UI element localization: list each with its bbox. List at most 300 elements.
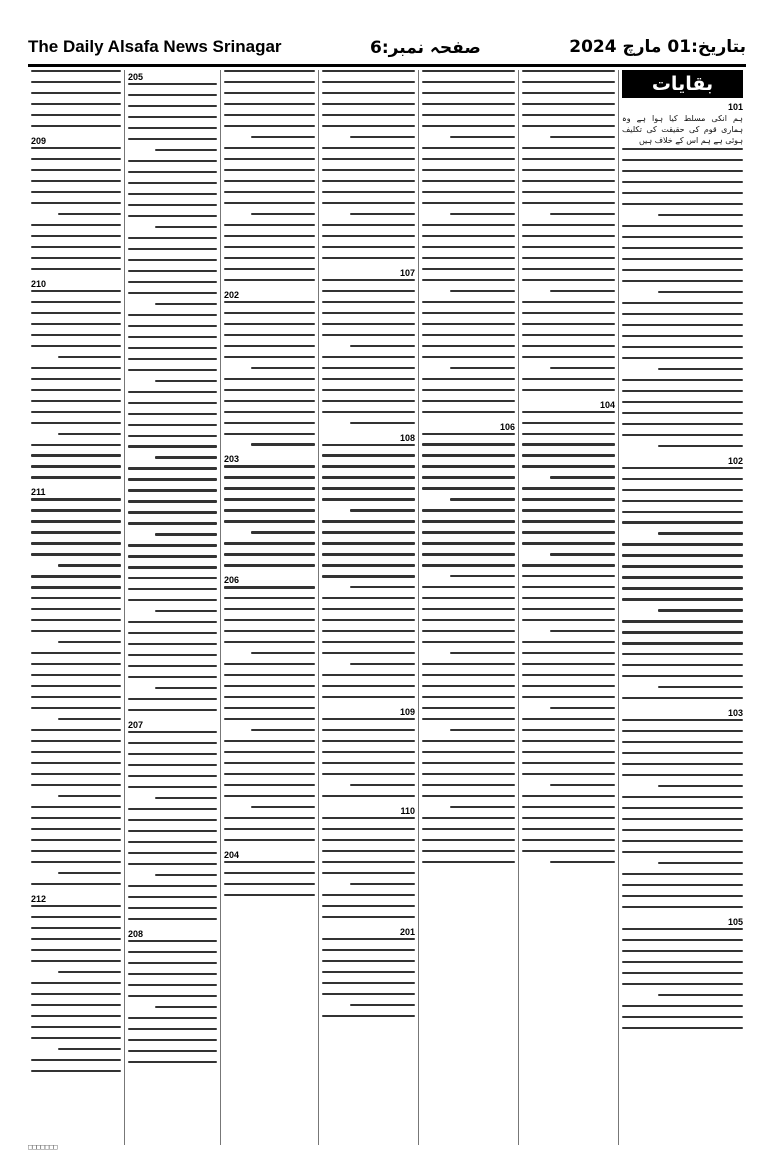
- text-line: [322, 114, 415, 116]
- text-line: [522, 806, 615, 808]
- text-line: [128, 270, 217, 272]
- text-line: [128, 413, 217, 415]
- article-number: 211: [31, 487, 46, 498]
- text-line: [31, 586, 121, 588]
- text-line: [422, 762, 515, 764]
- text-line: [224, 345, 315, 347]
- text-line: [31, 301, 121, 303]
- text-line: [658, 291, 743, 293]
- text-line: [31, 246, 121, 248]
- text-block: [522, 411, 615, 864]
- text-line: [224, 389, 315, 391]
- text-line: [224, 839, 315, 841]
- text-line: [128, 852, 217, 854]
- text-line: [31, 367, 121, 369]
- text-line: [322, 652, 415, 654]
- text-line: [522, 685, 615, 687]
- article-number: 210: [31, 278, 47, 289]
- text-block: [128, 940, 217, 1063]
- text-block: [224, 70, 315, 281]
- text-line: [224, 476, 315, 478]
- text-line: [550, 136, 615, 138]
- text-line: [128, 896, 217, 898]
- text-line: [31, 400, 121, 402]
- text-line: [422, 828, 515, 830]
- text-line: [622, 675, 743, 677]
- text-line: [622, 225, 743, 227]
- text-line: [155, 149, 217, 151]
- text-line: [422, 586, 515, 588]
- text-line: [251, 213, 315, 215]
- text-line: [251, 729, 315, 731]
- text-line: [322, 553, 415, 555]
- text-line: [31, 619, 121, 621]
- text-line: [622, 983, 743, 985]
- text-line: [224, 257, 315, 259]
- text-line: [322, 762, 415, 764]
- text-line: [522, 663, 615, 665]
- text-line: [322, 465, 415, 467]
- text-line: [422, 70, 515, 72]
- text-line: [31, 202, 121, 204]
- text-line: [128, 325, 217, 327]
- text-line: [622, 379, 743, 381]
- text-line: [322, 597, 415, 599]
- text-line: [322, 751, 415, 753]
- text-line: [522, 378, 615, 380]
- text-line: [422, 718, 515, 720]
- text-line: [422, 784, 515, 786]
- article-number: 205: [128, 72, 144, 82]
- text-line: [224, 608, 315, 610]
- text-line: [522, 114, 615, 116]
- text-block: [622, 467, 743, 700]
- text-line: [522, 773, 615, 775]
- text-line: [422, 191, 515, 193]
- text-line: [224, 279, 315, 281]
- text-line: [522, 235, 615, 237]
- text-line: [350, 422, 415, 424]
- text-line: [224, 894, 315, 896]
- text-line: [31, 531, 121, 533]
- text-line: [658, 994, 743, 996]
- text-line: [128, 907, 217, 909]
- text-line: [622, 247, 743, 249]
- text-line: [350, 663, 415, 665]
- text-line: [322, 444, 415, 446]
- text-line: [31, 312, 121, 314]
- text-block: [128, 731, 217, 920]
- text-line: [31, 158, 121, 160]
- text-line: [128, 193, 217, 195]
- text-block: [622, 928, 743, 1029]
- text-block: [322, 70, 415, 259]
- text-line: [422, 509, 515, 511]
- text-line: [224, 323, 315, 325]
- text-line: [522, 817, 615, 819]
- text-line: [322, 279, 415, 281]
- text-line: [251, 136, 315, 138]
- text-line: [322, 235, 415, 237]
- text-line: [350, 509, 415, 511]
- text-line: [224, 498, 315, 500]
- text-line: [251, 531, 315, 533]
- text-line: [622, 840, 743, 842]
- text-line: [31, 685, 121, 687]
- text-line: [522, 762, 615, 764]
- column-2: [518, 70, 618, 1145]
- text-line: [58, 872, 121, 874]
- text-line: [322, 729, 415, 731]
- text-line: [224, 751, 315, 753]
- text-line: [550, 784, 615, 786]
- text-line: [622, 236, 743, 238]
- text-line: [622, 829, 743, 831]
- text-line: [224, 773, 315, 775]
- text-line: [522, 718, 615, 720]
- text-line: [622, 280, 743, 282]
- text-line: [622, 928, 743, 930]
- text-line: [31, 960, 121, 962]
- text-line: [322, 608, 415, 610]
- text-line: [622, 390, 743, 392]
- text-line: [322, 356, 415, 358]
- text-block: [322, 444, 415, 699]
- text-line: [251, 367, 315, 369]
- text-line: [622, 631, 743, 633]
- text-line: [128, 753, 217, 755]
- text-line: [422, 147, 515, 149]
- text-block: [322, 718, 415, 797]
- text-line: [322, 81, 415, 83]
- text-line: [422, 740, 515, 742]
- text-line: [224, 465, 315, 467]
- text-block: [224, 301, 315, 446]
- text-line: [422, 356, 515, 358]
- text-line: [622, 752, 743, 754]
- text-line: [58, 433, 121, 435]
- text-line: [31, 191, 121, 193]
- text-line: [128, 555, 217, 557]
- text-line: [31, 92, 121, 94]
- text-line: [522, 180, 615, 182]
- text-line: [322, 674, 415, 676]
- text-line: [350, 136, 415, 138]
- text-line: [522, 268, 615, 270]
- text-line: [31, 784, 121, 786]
- text-line: [31, 235, 121, 237]
- text-line: [322, 257, 415, 259]
- article-number: 101: [727, 102, 743, 112]
- text-line: [322, 158, 415, 160]
- text-line: [322, 982, 415, 984]
- text-line: [350, 586, 415, 588]
- text-line: [422, 520, 515, 522]
- text-line: [550, 707, 615, 709]
- text-block: [31, 498, 121, 885]
- text-line: [128, 424, 217, 426]
- text-block: [224, 465, 315, 566]
- text-line: [522, 433, 615, 435]
- text-block: [322, 938, 415, 1017]
- text-line: [522, 356, 615, 358]
- article-number: 110: [400, 806, 415, 816]
- text-line: [522, 443, 615, 445]
- text-line: [658, 368, 743, 370]
- text-line: [128, 435, 217, 437]
- text-line: [224, 356, 315, 358]
- text-line: [550, 861, 615, 863]
- text-line: [322, 367, 415, 369]
- text-line: [622, 467, 743, 469]
- text-line: [322, 147, 415, 149]
- text-line: [322, 400, 415, 402]
- text-line: [128, 489, 217, 491]
- page-number: صفحہ نمبر:6: [370, 37, 481, 58]
- text-line: [251, 443, 315, 445]
- text-line: [422, 674, 515, 676]
- text-line: [422, 235, 515, 237]
- text-line: [322, 498, 415, 500]
- text-line: [224, 224, 315, 226]
- text-line: [155, 687, 217, 689]
- text-line: [31, 290, 121, 292]
- text-line: [128, 742, 217, 744]
- text-line: [658, 214, 743, 216]
- column-4: [318, 70, 418, 1145]
- text-line: [128, 402, 217, 404]
- text-line: [224, 334, 315, 336]
- text-line: [224, 103, 315, 105]
- text-line: [322, 334, 415, 336]
- text-line: [224, 312, 315, 314]
- text-line: [128, 511, 217, 513]
- text-line: [155, 797, 217, 799]
- article-number: 107: [399, 267, 415, 278]
- text-line: [224, 817, 315, 819]
- text-line: [522, 751, 615, 753]
- text-line: [622, 763, 743, 765]
- text-line: [31, 905, 121, 907]
- text-line: [622, 719, 743, 721]
- text-line: [58, 564, 121, 566]
- text-line: [422, 411, 515, 413]
- text-line: [322, 916, 415, 918]
- text-line: [322, 685, 415, 687]
- text-line: [31, 70, 121, 72]
- text-line: [224, 70, 315, 72]
- text-line: [622, 511, 743, 513]
- text-line: [31, 575, 121, 577]
- text-line: [128, 951, 217, 953]
- text-line: [522, 575, 615, 577]
- text-line: [224, 180, 315, 182]
- text-line: [224, 663, 315, 665]
- text-line: [422, 663, 515, 665]
- text-line: [522, 498, 615, 500]
- text-line: [622, 939, 743, 941]
- text-line: [155, 874, 217, 876]
- issue-date: بتاریخ:01 مارچ 2024: [569, 37, 746, 57]
- text-line: [522, 202, 615, 204]
- text-line: [128, 885, 217, 887]
- text-line: [322, 993, 415, 995]
- text-line: [31, 927, 121, 929]
- text-line: [31, 268, 121, 270]
- text-line: [31, 839, 121, 841]
- text-line: [322, 1015, 415, 1017]
- text-line: [422, 641, 515, 643]
- text-line: [224, 246, 315, 248]
- text-line: [128, 808, 217, 810]
- text-line: [128, 599, 217, 601]
- text-line: [522, 81, 615, 83]
- article-number: 206: [224, 575, 240, 586]
- text-line: [322, 542, 415, 544]
- text-line: [128, 1050, 217, 1052]
- text-line: [522, 169, 615, 171]
- text-line: [155, 456, 217, 458]
- text-line: [31, 114, 121, 116]
- text-line: [31, 740, 121, 742]
- text-line: [322, 839, 415, 841]
- article-number: 208: [128, 928, 144, 939]
- text-line: [322, 740, 415, 742]
- column-1: [618, 70, 746, 1145]
- text-line: [128, 358, 217, 360]
- text-line: [622, 598, 743, 600]
- text-line: [31, 883, 121, 885]
- text-line: [522, 103, 615, 105]
- text-line: [522, 279, 615, 281]
- text-line: [622, 148, 743, 150]
- text-line: [422, 531, 515, 533]
- text-line: [350, 345, 415, 347]
- text-line: [31, 663, 121, 665]
- text-line: [422, 817, 515, 819]
- paper-name: The Daily Alsafa News Srinagar: [28, 37, 282, 56]
- text-line: [422, 103, 515, 105]
- text-line: [58, 718, 121, 720]
- text-line: [322, 641, 415, 643]
- text-line: [31, 652, 121, 654]
- text-line: [31, 828, 121, 830]
- text-line: [622, 203, 743, 205]
- text-line: [322, 191, 415, 193]
- text-line: [128, 731, 217, 733]
- text-line: [128, 830, 217, 832]
- text-line: [224, 191, 315, 193]
- text-line: [128, 127, 217, 129]
- text-line: [31, 103, 121, 105]
- text-line: [128, 984, 217, 986]
- text-line: [224, 685, 315, 687]
- text-line: [522, 520, 615, 522]
- text-line: [622, 818, 743, 820]
- text-line: [128, 171, 217, 173]
- text-line: [128, 654, 217, 656]
- text-line: [322, 531, 415, 533]
- text-line: [31, 993, 121, 995]
- text-line: [658, 609, 743, 611]
- text-line: [322, 619, 415, 621]
- text-line: [422, 542, 515, 544]
- text-line: [31, 81, 121, 83]
- text-line: [622, 774, 743, 776]
- text-line: [31, 444, 121, 446]
- text-line: [31, 1037, 121, 1039]
- text-line: [251, 806, 315, 808]
- text-line: [350, 784, 415, 786]
- text-line: [622, 576, 743, 578]
- text-line: [322, 949, 415, 951]
- text-line: [622, 258, 743, 260]
- text-line: [31, 707, 121, 709]
- text-line: [622, 664, 743, 666]
- text-line: [622, 434, 743, 436]
- text-line: [422, 81, 515, 83]
- text-line: [522, 147, 615, 149]
- text-line: [224, 718, 315, 720]
- article-text: ہم انکی مسلط کیا ہوا ہے وہ ہماری قوم کی حقیقت کی تکلیف ہوئی ہے ہم اس کے خلاف ہیں: [622, 114, 743, 145]
- text-line: [522, 125, 615, 127]
- text-line: [658, 862, 743, 864]
- text-line: [422, 334, 515, 336]
- text-line: [155, 533, 217, 535]
- text-line: [31, 729, 121, 731]
- text-line: [31, 520, 121, 522]
- text-line: [322, 905, 415, 907]
- text-line: [322, 103, 415, 105]
- text-line: [622, 1027, 743, 1029]
- text-line: [622, 873, 743, 875]
- text-line: [31, 762, 121, 764]
- text-line: [31, 345, 121, 347]
- text-line: [622, 324, 743, 326]
- text-line: [224, 872, 315, 874]
- text-line: [128, 204, 217, 206]
- text-line: [422, 114, 515, 116]
- text-line: [550, 290, 615, 292]
- text-line: [522, 564, 615, 566]
- text-line: [422, 378, 515, 380]
- text-line: [155, 610, 217, 612]
- text-line: [128, 215, 217, 217]
- text-line: [128, 445, 217, 447]
- text-line: [224, 114, 315, 116]
- text-line: [422, 630, 515, 632]
- text-line: [128, 105, 217, 107]
- text-line: [224, 81, 315, 83]
- text-line: [422, 345, 515, 347]
- text-line: [622, 950, 743, 952]
- text-line: [58, 1048, 121, 1050]
- text-line: [322, 92, 415, 94]
- text-line: [128, 709, 217, 711]
- text-block: [422, 433, 515, 864]
- text-line: [128, 522, 217, 524]
- text-line: [58, 795, 121, 797]
- text-line: [31, 1015, 121, 1017]
- text-line: [128, 764, 217, 766]
- text-line: [322, 290, 415, 292]
- column-7: [28, 70, 124, 1145]
- text-line: [622, 478, 743, 480]
- text-line: [224, 378, 315, 380]
- text-line: [522, 839, 615, 841]
- text-line: [31, 422, 121, 424]
- text-line: [422, 608, 515, 610]
